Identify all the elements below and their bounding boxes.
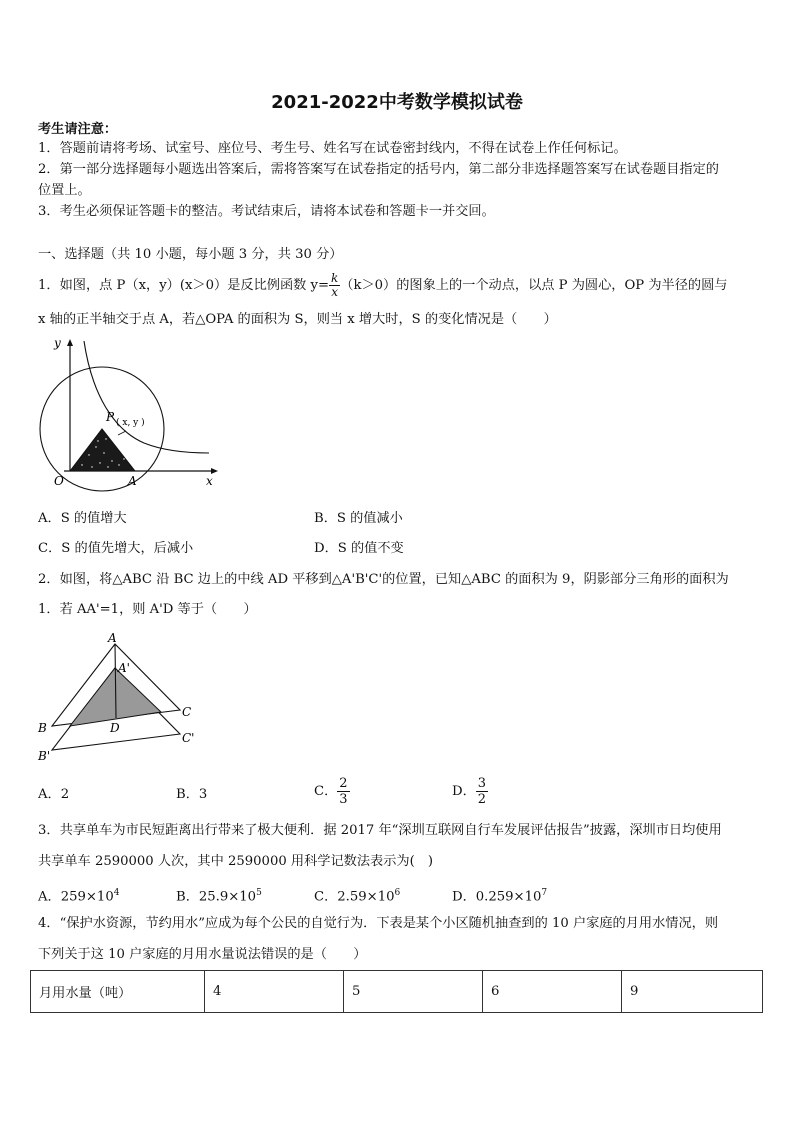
q2-label-B: B <box>38 721 47 735</box>
q2-option-c-denominator: 3 <box>339 792 348 807</box>
q4-water-table <box>30 970 763 1013</box>
q3-option-d-base: D．0.259×10 <box>452 889 542 905</box>
q2-option-a[interactable]: A．2 <box>38 787 70 802</box>
q2-figure <box>30 628 210 768</box>
q1-label-P-coords: ( x, y ) <box>116 418 145 428</box>
q4-stem-line1: 4．“保护水资源，节约用水”应成为每个公民的自觉行为．下表是某个小区随机抽查到的 10 户家庭的月用水情况，则 <box>38 916 719 931</box>
q3-option-a[interactable] <box>38 884 119 906</box>
q2-option-d[interactable] <box>452 776 488 807</box>
notice-item: 2．第一部分选择题每小题选出答案后，需将答案写在试卷指定的括号内，第二部分非选择题答案写在试卷题目指定的 <box>38 162 719 177</box>
q1-stem-part2: （k＞0）的图象上的一个动点，以点 P 为圆心，OP 为半径的圆与 <box>340 278 728 293</box>
q2-option-c-label: C． <box>314 784 338 799</box>
q3-stem-line1: 3．共享单车为市民短距离出行带来了极大便利．据 2017 年“深圳互联网自行车发展评估报告”披露，深圳市日均使用 <box>38 823 722 838</box>
table-row <box>31 971 763 1013</box>
section-heading: 一、选择题（共 10 小题，每小题 3 分，共 30 分） <box>38 247 343 262</box>
q2-option-d-label: D． <box>452 784 476 799</box>
q1-option-d[interactable]: D．S 的值不变 <box>314 541 404 556</box>
q2-option-c[interactable] <box>314 776 350 807</box>
q1-stem-line1 <box>38 272 728 299</box>
q2-label-A1: A' <box>118 661 130 675</box>
q3-option-a-exponent: 4 <box>113 888 120 898</box>
q2-option-d-fraction <box>476 776 488 807</box>
notice-item: 1．答题前请将考场、试室号、座位号、考生号、姓名写在试卷密封线内，不得在试卷上作任何标记。 <box>38 141 627 156</box>
q2-label-A: A <box>108 631 117 645</box>
q1-stem-line2: x 轴的正半轴交于点 A，若△OPA 的面积为 S，则当 x 增大时，S 的变化情况是（ ） <box>38 312 557 327</box>
q3-option-d-exponent: 7 <box>541 888 548 898</box>
notice-item: 3．考生必须保证答题卡的整洁。考试结束后，请将本试卷和答题卡一并交回。 <box>38 204 495 219</box>
q3-option-c-base: C．2.59×10 <box>314 889 395 905</box>
table-cell: 5 <box>344 971 483 1013</box>
q1-fraction <box>329 272 340 299</box>
q1-option-c[interactable]: C．S 的值先增大，后减小 <box>38 541 194 556</box>
q1-option-a[interactable]: A．S 的值增大 <box>38 511 127 526</box>
q4-stem-line2: 下列关于这 10 户家庭的月用水量说法错误的是（ ） <box>38 947 367 962</box>
q1-label-y: y <box>54 336 61 350</box>
q2-label-C: C <box>182 705 192 719</box>
q2-option-c-fraction <box>337 776 349 807</box>
q3-option-a-base: A．259×10 <box>38 889 114 905</box>
q3-option-c-exponent: 6 <box>394 888 401 898</box>
table-cell: 6 <box>483 971 622 1013</box>
q1-fraction-numerator: k <box>331 271 339 285</box>
table-cell: 4 <box>205 971 344 1013</box>
q2-stem-line1: 2．如图，将△ABC 沿 BC 边上的中线 AD 平移到△A'B'C'的位置，已知△ABC 的面积为 9，阴影部分三角形的面积为 <box>38 572 729 587</box>
q1-stem-part1: 1．如图，点 P（x，y）(x＞0）是反比例函数 y= <box>38 278 330 293</box>
q2-option-b[interactable]: B．3 <box>176 787 208 802</box>
q3-option-b-base: B．25.9×10 <box>176 889 257 905</box>
q1-figure <box>34 335 224 495</box>
q1-label-x: x <box>206 474 213 488</box>
table-cell: 9 <box>622 971 763 1013</box>
q2-option-c-numerator: 2 <box>339 776 348 791</box>
q1-option-b[interactable]: B．S 的值减小 <box>314 511 403 526</box>
q3-option-b-exponent: 5 <box>256 888 262 898</box>
q3-stem-line2: 共享单车 2590000 人次，其中 2590000 用科学记数法表示为( ) <box>38 854 434 869</box>
q2-stem-line2: 1．若 AA'=1，则 A'D 等于（ ） <box>38 602 257 617</box>
q2-option-d-numerator: 3 <box>477 776 487 791</box>
table-header-cell: 月用水量（吨） <box>31 971 205 1013</box>
notice-heading: 考生请注意： <box>38 122 118 137</box>
q1-fraction-denominator: x <box>331 285 339 299</box>
q2-label-D: D <box>110 721 120 735</box>
q3-option-b[interactable] <box>176 884 262 906</box>
q3-option-c[interactable] <box>314 884 400 906</box>
q1-label-A: A <box>128 474 137 488</box>
q2-label-B1: B' <box>38 749 51 763</box>
q3-option-d[interactable] <box>452 884 547 906</box>
q2-option-d-denominator: 2 <box>477 792 487 807</box>
q2-label-C1: C' <box>182 731 195 745</box>
q1-label-P: P <box>106 410 115 424</box>
page-title: 2021-2022中考数学模拟试卷 <box>271 92 523 113</box>
notice-item: 位置上。 <box>38 183 91 198</box>
q1-label-O: O <box>54 474 64 488</box>
